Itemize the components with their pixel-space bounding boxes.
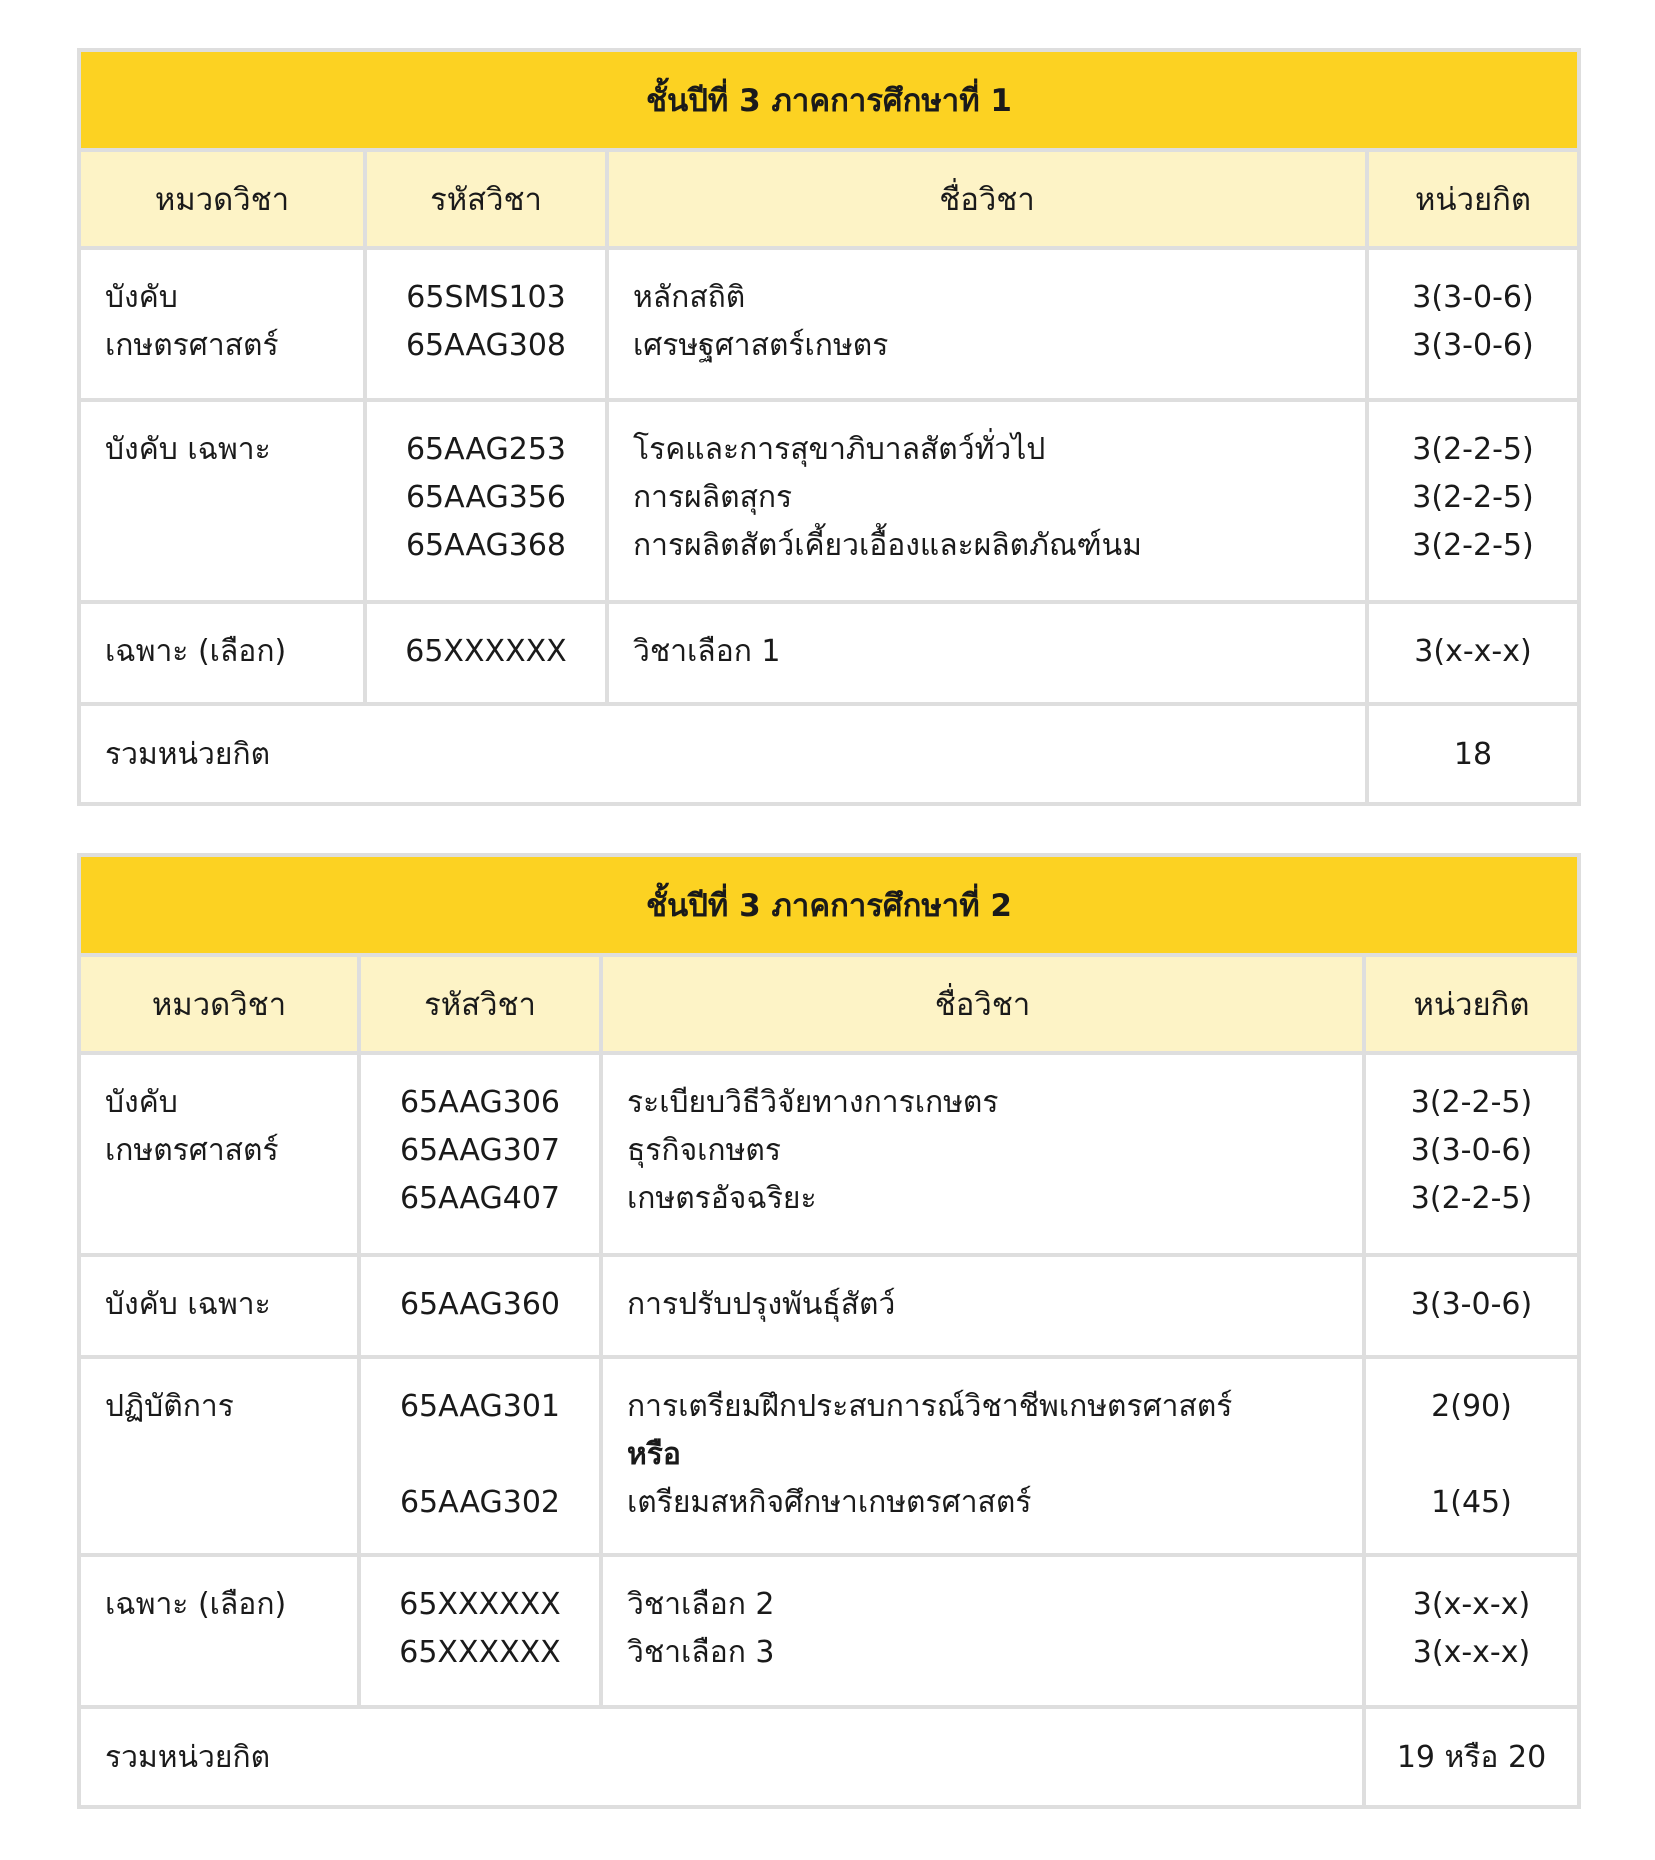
name-cell <box>607 602 1367 704</box>
course-credits: 3(2-2-5) <box>1412 480 1534 515</box>
table-row <box>79 1555 1579 1707</box>
name-cell <box>601 1357 1364 1555</box>
course-name: การปรับปรุงพันธุ์สัตว์ <box>627 1287 896 1322</box>
table-row <box>79 1053 1579 1255</box>
code-cell <box>359 1555 601 1707</box>
course-code: 65AAG301 <box>399 1389 561 1424</box>
credits-cell <box>1367 602 1579 704</box>
category-text: เกษตรศาสตร์ <box>105 328 279 363</box>
course-code: 65AAG253 <box>405 432 567 467</box>
course-code: 65AAG360 <box>399 1287 561 1322</box>
category-text: บังคับ <box>105 1085 178 1120</box>
category-cell <box>79 1255 359 1357</box>
course-name: ระเบียบวิธีวิจัยทางการเกษตร <box>627 1085 999 1120</box>
course-code: 65AAG308 <box>405 328 567 363</box>
course-credits: 3(2-2-5) <box>1410 1085 1533 1120</box>
category-cell <box>79 400 365 602</box>
category-cell <box>79 248 365 400</box>
course-name: วิชาเลือก 1 <box>633 634 781 669</box>
credits-cell <box>1364 1357 1579 1555</box>
course-credits: 2(90) <box>1431 1389 1512 1424</box>
header-category: หมวดวิชา <box>79 955 359 1053</box>
total-label: รวมหน่วยกิต <box>79 1707 1364 1807</box>
header-credits: หน่วยกิต <box>1364 955 1579 1053</box>
category-cell <box>79 602 365 704</box>
course-name: วิชาเลือก 2 <box>627 1587 775 1622</box>
course-code: 65XXXXXX <box>405 634 567 669</box>
course-code: 65AAG356 <box>405 480 567 515</box>
table-row <box>79 1255 1579 1357</box>
course-credits: 3(3-0-6) <box>1412 328 1534 363</box>
category-text: บังคับ เฉพาะ <box>105 1287 271 1322</box>
code-cell <box>365 602 607 704</box>
code-cell <box>359 1255 601 1357</box>
course-credits: 3(3-0-6) <box>1410 1287 1533 1322</box>
credits-cell <box>1367 248 1579 400</box>
course-code: 65AAG302 <box>399 1485 561 1520</box>
total-label: รวมหน่วยกิต <box>79 704 1367 804</box>
header-code: รหัสวิชา <box>365 150 607 248</box>
course-name: ธุรกิจเกษตร <box>627 1133 781 1168</box>
course-name: เตรียมสหกิจศึกษาเกษตรศาสตร์ <box>627 1485 1032 1520</box>
course-code: 65AAG407 <box>399 1181 561 1216</box>
course-code: 65AAG368 <box>405 528 567 563</box>
table-row <box>79 1357 1579 1555</box>
name-cell <box>601 1555 1364 1707</box>
course-credits: 3(x-x-x) <box>1412 1635 1531 1670</box>
course-credits: 3(2-2-5) <box>1410 1181 1533 1216</box>
course-credits: 1(45) <box>1431 1485 1512 1520</box>
table-title: ชั้นปีที่ 3 ภาคการศึกษาที่ 2 <box>79 855 1579 955</box>
credits-cell <box>1364 1555 1579 1707</box>
total-credits: 19 หรือ 20 <box>1364 1707 1579 1807</box>
course-credits: 3(2-2-5) <box>1412 432 1534 467</box>
course-name: เศรษฐศาสตร์เกษตร <box>633 328 889 363</box>
header-name: ชื่อวิชา <box>607 150 1367 248</box>
header-code: รหัสวิชา <box>359 955 601 1053</box>
name-cell <box>601 1053 1364 1255</box>
category-text: เกษตรศาสตร์ <box>105 1133 279 1168</box>
header-name: ชื่อวิชา <box>601 955 1364 1053</box>
total-credits: 18 <box>1367 704 1579 804</box>
category-text: บังคับ เฉพาะ <box>105 432 271 467</box>
credits-cell <box>1364 1053 1579 1255</box>
course-code <box>361 1431 599 1479</box>
or-label: หรือ <box>627 1437 681 1472</box>
table-row <box>79 248 1579 400</box>
category-cell <box>79 1357 359 1555</box>
total-row <box>79 704 1579 804</box>
course-name: หลักสถิติ <box>633 280 746 315</box>
course-code: 65XXXXXX <box>399 1635 561 1670</box>
course-code: 65SMS103 <box>406 280 566 315</box>
course-credits <box>1366 1431 1577 1479</box>
category-text: ปฏิบัติการ <box>105 1389 234 1424</box>
course-credits: 3(x-x-x) <box>1414 634 1532 669</box>
course-name: การผลิตสุกร <box>633 480 793 515</box>
course-credits: 3(3-0-6) <box>1410 1133 1533 1168</box>
category-text: บังคับ <box>105 280 178 315</box>
total-row <box>79 1707 1579 1807</box>
course-code: 65XXXXXX <box>399 1587 561 1622</box>
course-name: วิชาเลือก 3 <box>627 1635 775 1670</box>
code-cell <box>359 1357 601 1555</box>
credits-cell <box>1364 1255 1579 1357</box>
name-cell <box>607 248 1367 400</box>
course-code: 65AAG307 <box>399 1133 561 1168</box>
category-text: เฉพาะ (เลือก) <box>105 1587 287 1622</box>
table-title: ชั้นปีที่ 3 ภาคการศึกษาที่ 1 <box>79 50 1579 150</box>
curriculum-table-term-2 <box>77 853 1581 1809</box>
course-credits: 3(x-x-x) <box>1412 1587 1531 1622</box>
course-credits: 3(2-2-5) <box>1412 528 1534 563</box>
header-credits: หน่วยกิต <box>1367 150 1579 248</box>
name-cell <box>607 400 1367 602</box>
name-cell <box>601 1255 1364 1357</box>
category-cell <box>79 1053 359 1255</box>
credits-cell <box>1367 400 1579 602</box>
course-code: 65AAG306 <box>399 1085 561 1120</box>
code-cell <box>365 248 607 400</box>
category-cell <box>79 1555 359 1707</box>
course-name: โรคและการสุขาภิบาลสัตว์ทั่วไป <box>633 432 1046 467</box>
table-row <box>79 400 1579 602</box>
course-name: การเตรียมฝึกประสบการณ์วิชาชีพเกษตรศาสตร์ <box>627 1389 1233 1424</box>
code-cell <box>365 400 607 602</box>
category-text: เฉพาะ (เลือก) <box>105 634 287 669</box>
course-credits: 3(3-0-6) <box>1412 280 1534 315</box>
table-row <box>79 602 1579 704</box>
course-name: เกษตรอัจฉริยะ <box>627 1181 817 1216</box>
header-category: หมวดวิชา <box>79 150 365 248</box>
curriculum-table-term-1 <box>77 48 1581 806</box>
course-name: การผลิตสัตว์เคี้ยวเอื้องและผลิตภัณฑ์นม <box>633 528 1142 563</box>
code-cell <box>359 1053 601 1255</box>
